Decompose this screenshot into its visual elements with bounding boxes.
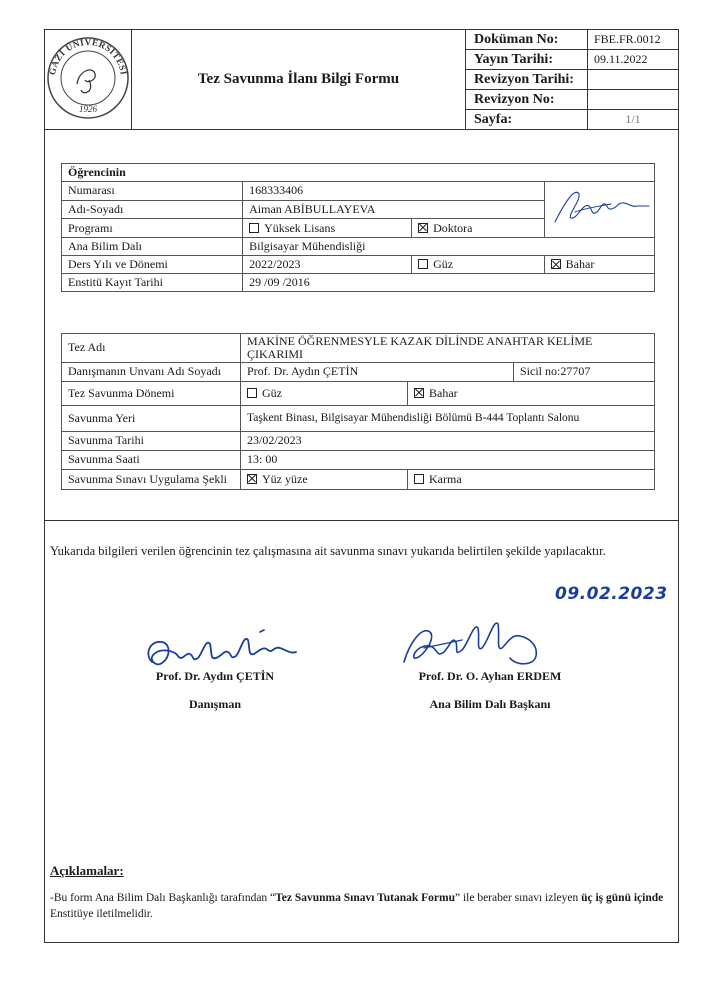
- checkbox-unchecked-icon[interactable]: [247, 388, 257, 398]
- handwritten-date: 09.02.2023: [555, 584, 668, 604]
- student-signature-cell: [544, 182, 654, 238]
- academic-year-label: Ders Yılı ve Dönemi: [62, 256, 243, 274]
- checkbox-unchecked-icon[interactable]: [414, 474, 424, 484]
- meta-value-rev-date: [588, 70, 679, 90]
- header-table: [44, 29, 679, 130]
- checkbox-checked-icon[interactable]: [414, 388, 424, 398]
- defense-place-value: Taşkent Binası, Bilgisayar Mühendisliği Bölümü B-444 Toplantı Salonu: [241, 406, 655, 432]
- defense-term-fall-option[interactable]: [241, 382, 408, 406]
- student-name: Aiman ABİBULLAYEVA: [243, 200, 545, 219]
- term-spring-option[interactable]: [544, 256, 654, 274]
- statement-text: Yukarıda bilgileri verilen öğrencinin tez çalışmasına ait savunma sınavı yukarıda belirtilen şekilde yapılacaktır.: [50, 544, 606, 558]
- checkbox-checked-icon[interactable]: [418, 223, 428, 233]
- advisor-signature: [140, 624, 300, 672]
- form-title: Tez Savunma İlanı Bilgi Formu: [132, 30, 466, 130]
- section-divider: [44, 520, 678, 521]
- thesis-table: [61, 333, 655, 490]
- student-table: [61, 163, 655, 292]
- defense-place-label: Savunma Yeri: [62, 406, 241, 432]
- notes-part-3: Enstitüye iletilmelidir.: [50, 908, 153, 921]
- defense-time-label: Savunma Saati: [62, 451, 241, 470]
- program-phd-option[interactable]: [412, 219, 545, 238]
- term-spring-label: Bahar: [565, 257, 595, 272]
- department-head-signature: [396, 612, 556, 674]
- registration-date-label: Enstitü Kayıt Tarihi: [62, 274, 243, 292]
- student-number: 168333406: [243, 182, 545, 201]
- checkbox-checked-icon[interactable]: [551, 259, 561, 269]
- department-label: Ana Bilim Dalı: [62, 238, 243, 256]
- defense-mode-label: Savunma Sınavı Uygulama Şekli: [62, 470, 241, 490]
- department-value: Bilgisayar Mühendisliği: [243, 238, 655, 256]
- defense-date-value: 23/02/2023: [241, 432, 655, 451]
- defense-term-spring-label: Bahar: [429, 385, 458, 400]
- meta-label-pub-date: Yayın Tarihi:: [466, 50, 588, 70]
- meta-value-rev-no: [588, 90, 679, 110]
- meta-label-rev-date: Revizyon Tarihi:: [466, 70, 588, 90]
- term-fall-label: Güz: [433, 257, 454, 272]
- advisor-value: Prof. Dr. Aydın ÇETİN: [241, 363, 514, 382]
- mode-mixed-option[interactable]: [408, 470, 655, 490]
- advisor-signature-name: Prof. Dr. Aydın ÇETİN: [155, 669, 275, 683]
- notes-part-2: ” ile beraber sınavı izleyen: [454, 892, 582, 904]
- notes-days: üç iş günü içinde: [581, 892, 664, 904]
- defense-term-spring-option[interactable]: [408, 382, 655, 406]
- svg-text:GAZİ ÜNİVERSİTESİ: GAZİ ÜNİVERSİTESİ: [47, 36, 129, 76]
- program-ms-label: Yüksek Lisans: [264, 220, 336, 235]
- department-head-name: Prof. Dr. O. Ayhan ERDEM: [418, 669, 562, 683]
- checkbox-unchecked-icon[interactable]: [249, 223, 259, 233]
- academic-year-value: 2022/2023: [243, 256, 412, 274]
- meta-value-doc-no: FBE.FR.0012: [588, 30, 679, 50]
- notes-title: Açıklamalar:: [50, 863, 124, 878]
- registration-date-value: 29 /09 /2016: [243, 274, 655, 292]
- checkbox-unchecked-icon[interactable]: [418, 259, 428, 269]
- mode-face-label: Yüz yüze: [262, 471, 308, 486]
- meta-value-pub-date: 09.11.2022: [588, 50, 679, 70]
- advisor-reg-no: Sicil no:27707: [514, 363, 655, 382]
- term-fall-option[interactable]: [412, 256, 545, 274]
- student-section-title: Öğrencinin: [62, 164, 655, 182]
- defense-term-fall-label: Güz: [262, 385, 282, 400]
- meta-label-rev-no: Revizyon No:: [466, 90, 588, 110]
- thesis-title-value: MAKİNE ÖĞRENMESYLE KAZAK DİLİNDE ANAHTAR KELİME ÇIKARIMI: [241, 334, 655, 363]
- university-logo: [45, 30, 131, 126]
- program-ms-option[interactable]: [243, 219, 412, 238]
- logo-cell: [45, 30, 132, 130]
- mode-mixed-label: Karma: [429, 471, 462, 486]
- program-phd-label: Doktora: [433, 220, 473, 235]
- notes-form-name: Tez Savunma Sınavı Tutanak Formu: [275, 892, 455, 904]
- student-signature: [545, 182, 653, 234]
- meta-label-doc-no: Doküman No:: [466, 30, 588, 50]
- mode-face-option[interactable]: [241, 470, 408, 490]
- notes-text: [50, 890, 676, 922]
- student-number-label: Numarası: [62, 182, 243, 201]
- defense-time-value: 13: 00: [241, 451, 655, 470]
- meta-value-page: 1/1: [588, 110, 679, 130]
- svg-text:1926: 1926: [79, 104, 97, 114]
- student-program-label: Programı: [62, 219, 243, 238]
- thesis-title-label: Tez Adı: [62, 334, 241, 363]
- department-head-role: Ana Bilim Dalı Başkanı: [429, 697, 551, 711]
- advisor-role: Danışman: [188, 697, 241, 711]
- defense-date-label: Savunma Tarihi: [62, 432, 241, 451]
- student-name-label: Adı-Soyadı: [62, 200, 243, 219]
- notes-part-1: -Bu form Ana Bilim Dalı Başkanlığı tarafından “: [50, 892, 276, 904]
- meta-label-page: Sayfa:: [466, 110, 588, 130]
- advisor-label: Danışmanın Unvanı Adı Soyadı: [62, 363, 241, 382]
- checkbox-checked-icon[interactable]: [247, 474, 257, 484]
- defense-term-label: Tez Savunma Dönemi: [62, 382, 241, 406]
